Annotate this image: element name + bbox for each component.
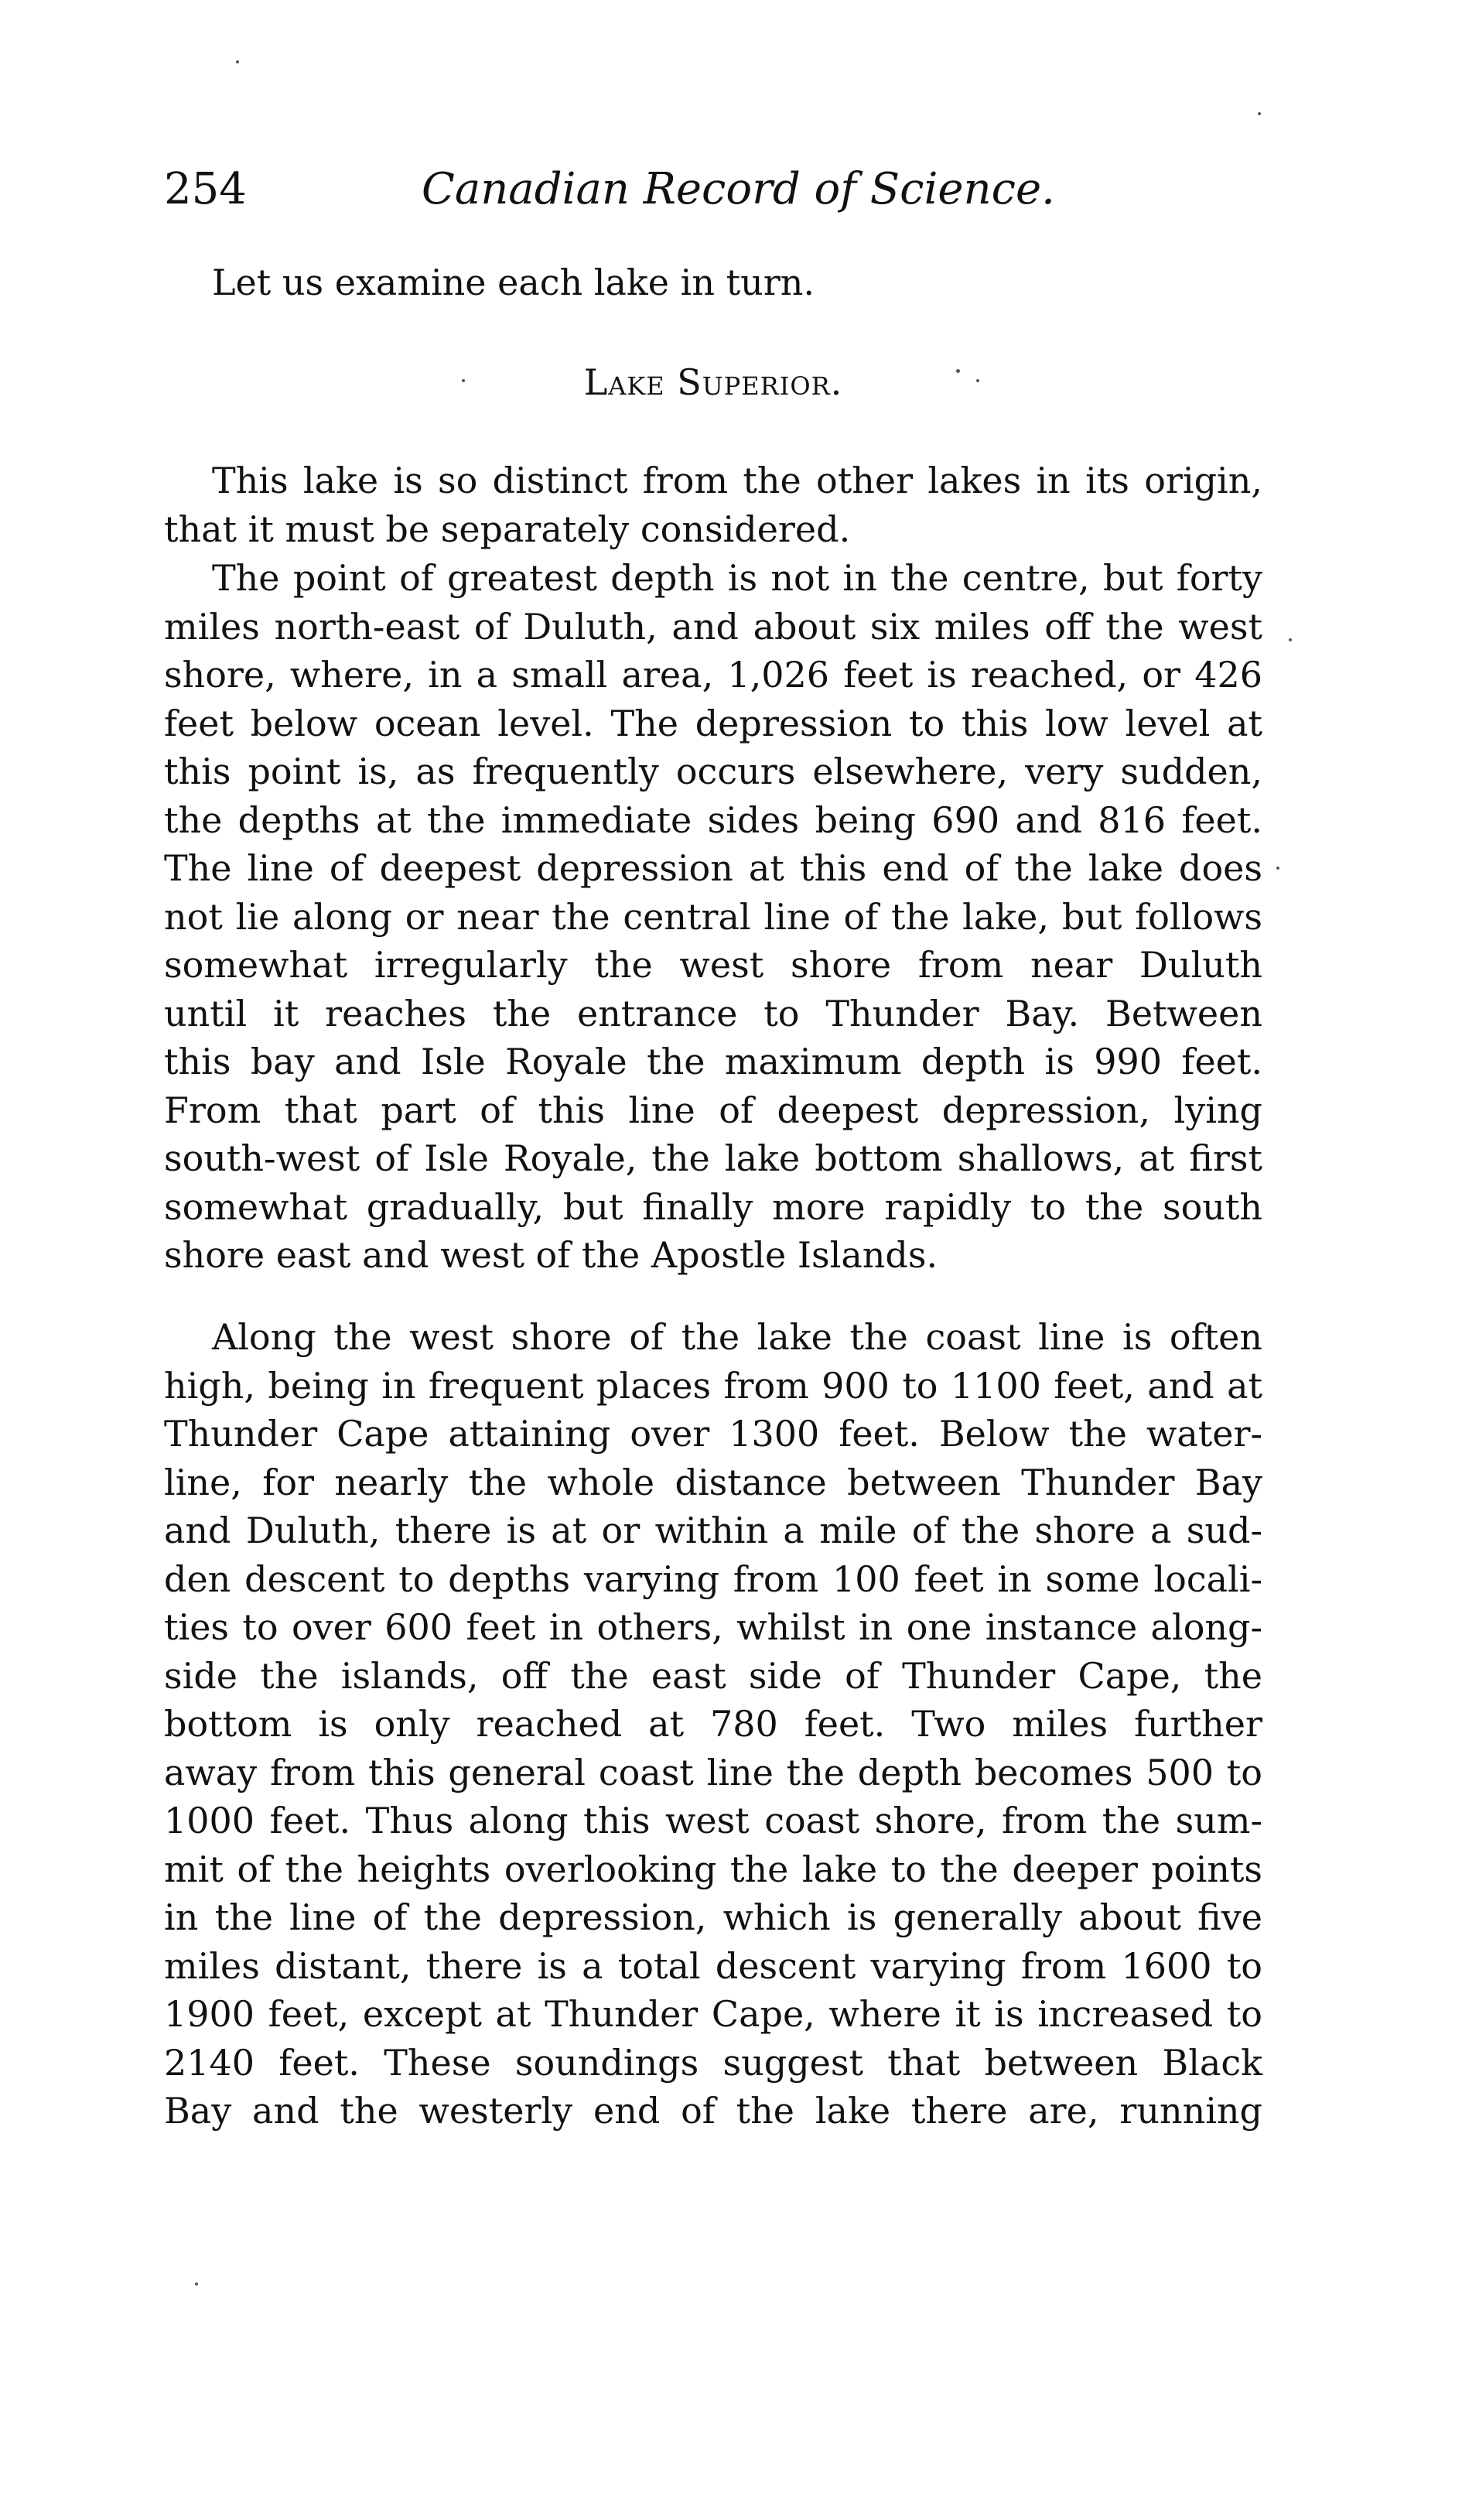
running-title: Canadian Record of Science.: [422, 164, 1055, 214]
text-line: somewhat gradually, but finally more rapidly to the south: [164, 1185, 1262, 1228]
text-line: Bay and the westerly end of the lake there are, running: [164, 2090, 1262, 2132]
text-line: 1900 feet, except at Thunder Cape, where it is increased to: [164, 1993, 1262, 2035]
text-line: Along the west shore of the lake the coast line is often: [212, 1316, 1262, 1358]
text-line: den descent to depths varying from 100 feet in some locali-: [164, 1557, 1262, 1600]
text-line: and Duluth, there is at or within a mile of the shore a sud-: [164, 1510, 1262, 1551]
text-line: mit of the heights overlooking the lake to the deeper points: [164, 1848, 1262, 1890]
text-line: shore east and west of the Apostle Islands.: [164, 1234, 938, 1276]
text-line: The line of deepest depression at this end of the lake does: [164, 847, 1262, 889]
text-line: miles distant, there is a total descent varying from 1600 to: [164, 1944, 1262, 1987]
text-line: south-west of Isle Royale, the lake bottom shallows, at first: [164, 1137, 1262, 1179]
scan-speck: [976, 379, 979, 382]
text-line: high, being in frequent places from 900 to 1100 feet, and at: [164, 1364, 1262, 1407]
scan-speck: [1276, 867, 1279, 870]
paragraph-3: [164, 1313, 1262, 2135]
text-line: This lake is so distinct from the other lakes in its origin,: [212, 460, 1262, 501]
text-line: shore, where, in a small area, 1,026 feet is reached, or 426: [164, 654, 1262, 696]
text-line: that it must be separately considered.: [164, 508, 851, 550]
text-line: 1000 feet. Thus along this west coast shore, from the sum-: [164, 1800, 1262, 1841]
scan-speck: [1258, 112, 1261, 115]
text-line: feet below ocean level. The depression to this low level at: [164, 702, 1262, 744]
section-title: Lake Superior.: [583, 361, 843, 403]
scan-speck: [1289, 638, 1292, 641]
text-line: this bay and Isle Royale the maximum depth is 990 feet.: [164, 1041, 1262, 1082]
text-line: until it reaches the entrance to Thunder Bay. Between: [164, 992, 1262, 1034]
text-line: miles north-east of Duluth, and about six miles off the west: [164, 605, 1262, 648]
scan-speck: [195, 2282, 198, 2286]
scan-speck: [956, 369, 960, 373]
page-number: 254: [164, 164, 247, 214]
text-line: line, for nearly the whole distance between Thunder Bay: [164, 1461, 1262, 1503]
page-header: [164, 159, 1262, 221]
text-line: 2140 feet. These soundings suggest that between Black: [164, 2041, 1262, 2084]
text-line: away from this general coast line the depth becomes 500 to: [164, 1751, 1262, 1793]
text-line: The point of greatest depth is not in the centre, but forty: [212, 557, 1262, 599]
intro-line: Let us examine each lake in turn.: [212, 262, 815, 303]
text-line: not lie along or near the central line of the lake, but follows: [164, 895, 1262, 938]
text-line: side the islands, off the east side of Thunder Cape, the: [164, 1654, 1262, 1697]
text-line: somewhat irregularly the west shore from near Duluth: [164, 944, 1262, 986]
text-line: the depths at the immediate sides being 690 and 816 feet.: [164, 798, 1262, 841]
text-line: From that part of this line of deepest depression, lying: [164, 1089, 1262, 1131]
text-line: this point is, as frequently occurs elsewhere, very sudden,: [164, 751, 1262, 792]
text-line: Thunder Cape attaining over 1300 feet. Below the water-: [164, 1413, 1262, 1455]
text-line: bottom is only reached at 780 feet. Two miles further: [164, 1703, 1262, 1745]
text-line: in the line of the depression, which is generally about five: [164, 1896, 1262, 1938]
scan-speck: [462, 379, 465, 382]
scan-speck: [236, 60, 239, 63]
paragraph-1: [164, 456, 1262, 553]
text-line: ties to over 600 feet in others, whilst in one instance along-: [164, 1606, 1262, 1648]
paragraph-2: [164, 554, 1262, 1280]
